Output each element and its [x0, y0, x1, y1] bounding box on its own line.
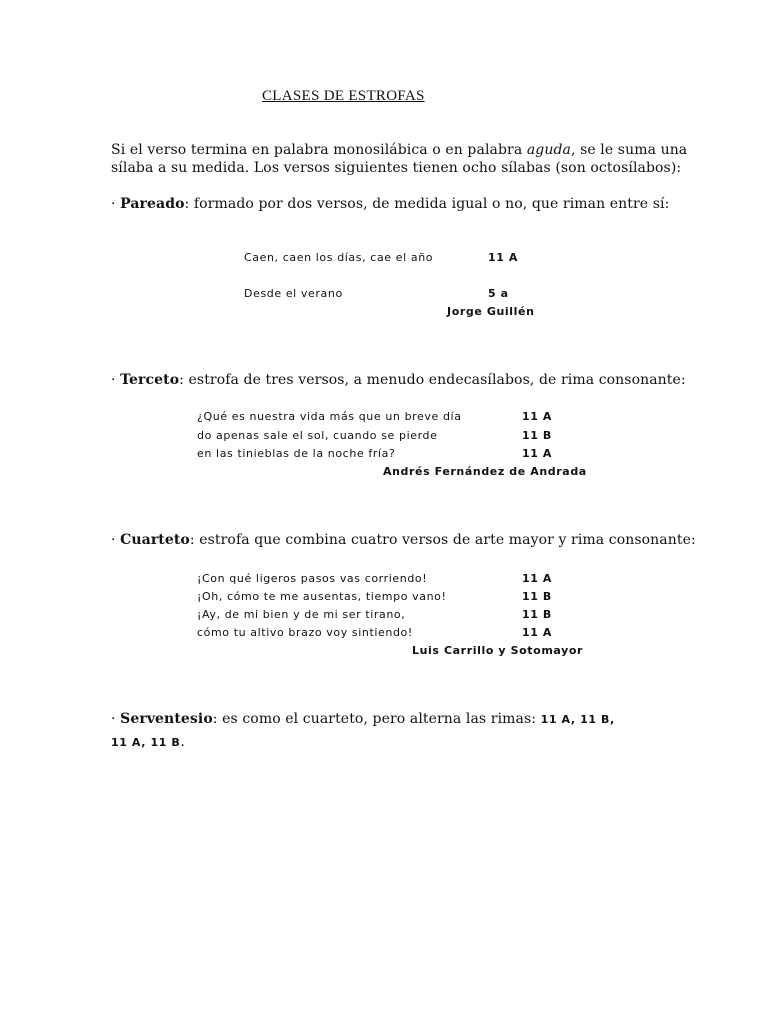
intro-text-start: Si el verso termina en palabra monosilábica o en palabra	[111, 142, 527, 158]
bullet: ·	[111, 532, 116, 548]
bullet: ·	[111, 196, 116, 212]
pareado-heading	[111, 196, 669, 212]
bullet: ·	[111, 711, 116, 727]
cuarteto-label: Cuarteto	[120, 532, 190, 548]
cuarteto-measure-3: 11 B	[522, 608, 552, 621]
cuarteto-description: : estrofa que combina cuatro versos de arte mayor y rima consonante:	[189, 532, 696, 548]
page-title: CLASES DE ESTROFAS	[262, 88, 425, 104]
pareado-measure-2: 5 a	[488, 287, 509, 300]
cuarteto-measure-4: 11 A	[522, 626, 553, 639]
intro-line-1	[111, 142, 687, 158]
cuarteto-verse-4: cómo tu altivo brazo voy sintiendo!	[197, 626, 413, 639]
serventesio-description: : es como el cuarteto, pero alterna las rimas:	[212, 711, 541, 727]
cuarteto-author: Luis Carrillo y Sotomayor	[412, 644, 584, 657]
serventesio-label: Serventesio	[120, 711, 213, 727]
pareado-verse-2: Desde el verano	[244, 287, 343, 300]
terceto-verse-2: do apenas sale el sol, cuando se pierde	[197, 429, 438, 442]
cuarteto-heading	[111, 532, 696, 548]
terceto-description: : estrofa de tres versos, a menudo endecasílabos, de rima consonante:	[179, 372, 686, 388]
terceto-heading	[111, 372, 686, 388]
serventesio-period: .	[180, 734, 185, 750]
cuarteto-measure-1: 11 A	[522, 572, 553, 585]
pareado-verse-1: Caen, caen los días, cae el año	[244, 251, 434, 264]
cuarteto-measure-2: 11 B	[522, 590, 552, 603]
intro-line-2: sílaba a su medida. Los versos siguientes tienen ocho sílabas (son octosílabos):	[111, 160, 682, 176]
pareado-measure-1: 11 A	[488, 251, 519, 264]
cuarteto-verse-1: ¡Con qué ligeros pasos vas corriendo!	[197, 572, 428, 585]
serventesio-heading	[111, 711, 615, 727]
pareado-description: : formado por dos versos, de medida igual o no, que riman entre sí:	[184, 196, 670, 212]
bullet: ·	[111, 372, 116, 388]
pareado-label: Pareado	[120, 196, 185, 212]
intro-text-end: , se le suma una	[570, 142, 688, 158]
terceto-measure-3: 11 A	[522, 447, 553, 460]
terceto-verse-1: ¿Qué es nuestra vida más que un breve día	[197, 410, 462, 423]
serventesio-rhymes-2: 11 A, 11 B	[111, 736, 181, 749]
terceto-verse-3: en las tinieblas de la noche fría?	[197, 447, 396, 460]
serventesio-rhymes-1: 11 A, 11 B,	[540, 713, 615, 726]
terceto-label: Terceto	[120, 372, 180, 388]
cuarteto-verse-2: ¡Oh, cómo te me ausentas, tiempo vano!	[197, 590, 447, 603]
cuarteto-verse-3: ¡Ay, de mi bien y de mi ser tirano,	[197, 608, 406, 621]
terceto-measure-1: 11 A	[522, 410, 553, 423]
terceto-measure-2: 11 B	[522, 429, 552, 442]
terceto-author: Andrés Fernández de Andrada	[383, 465, 587, 478]
serventesio-line-2	[111, 731, 185, 750]
pareado-author: Jorge Guillén	[447, 305, 535, 318]
intro-italic-word: aguda	[526, 142, 571, 158]
